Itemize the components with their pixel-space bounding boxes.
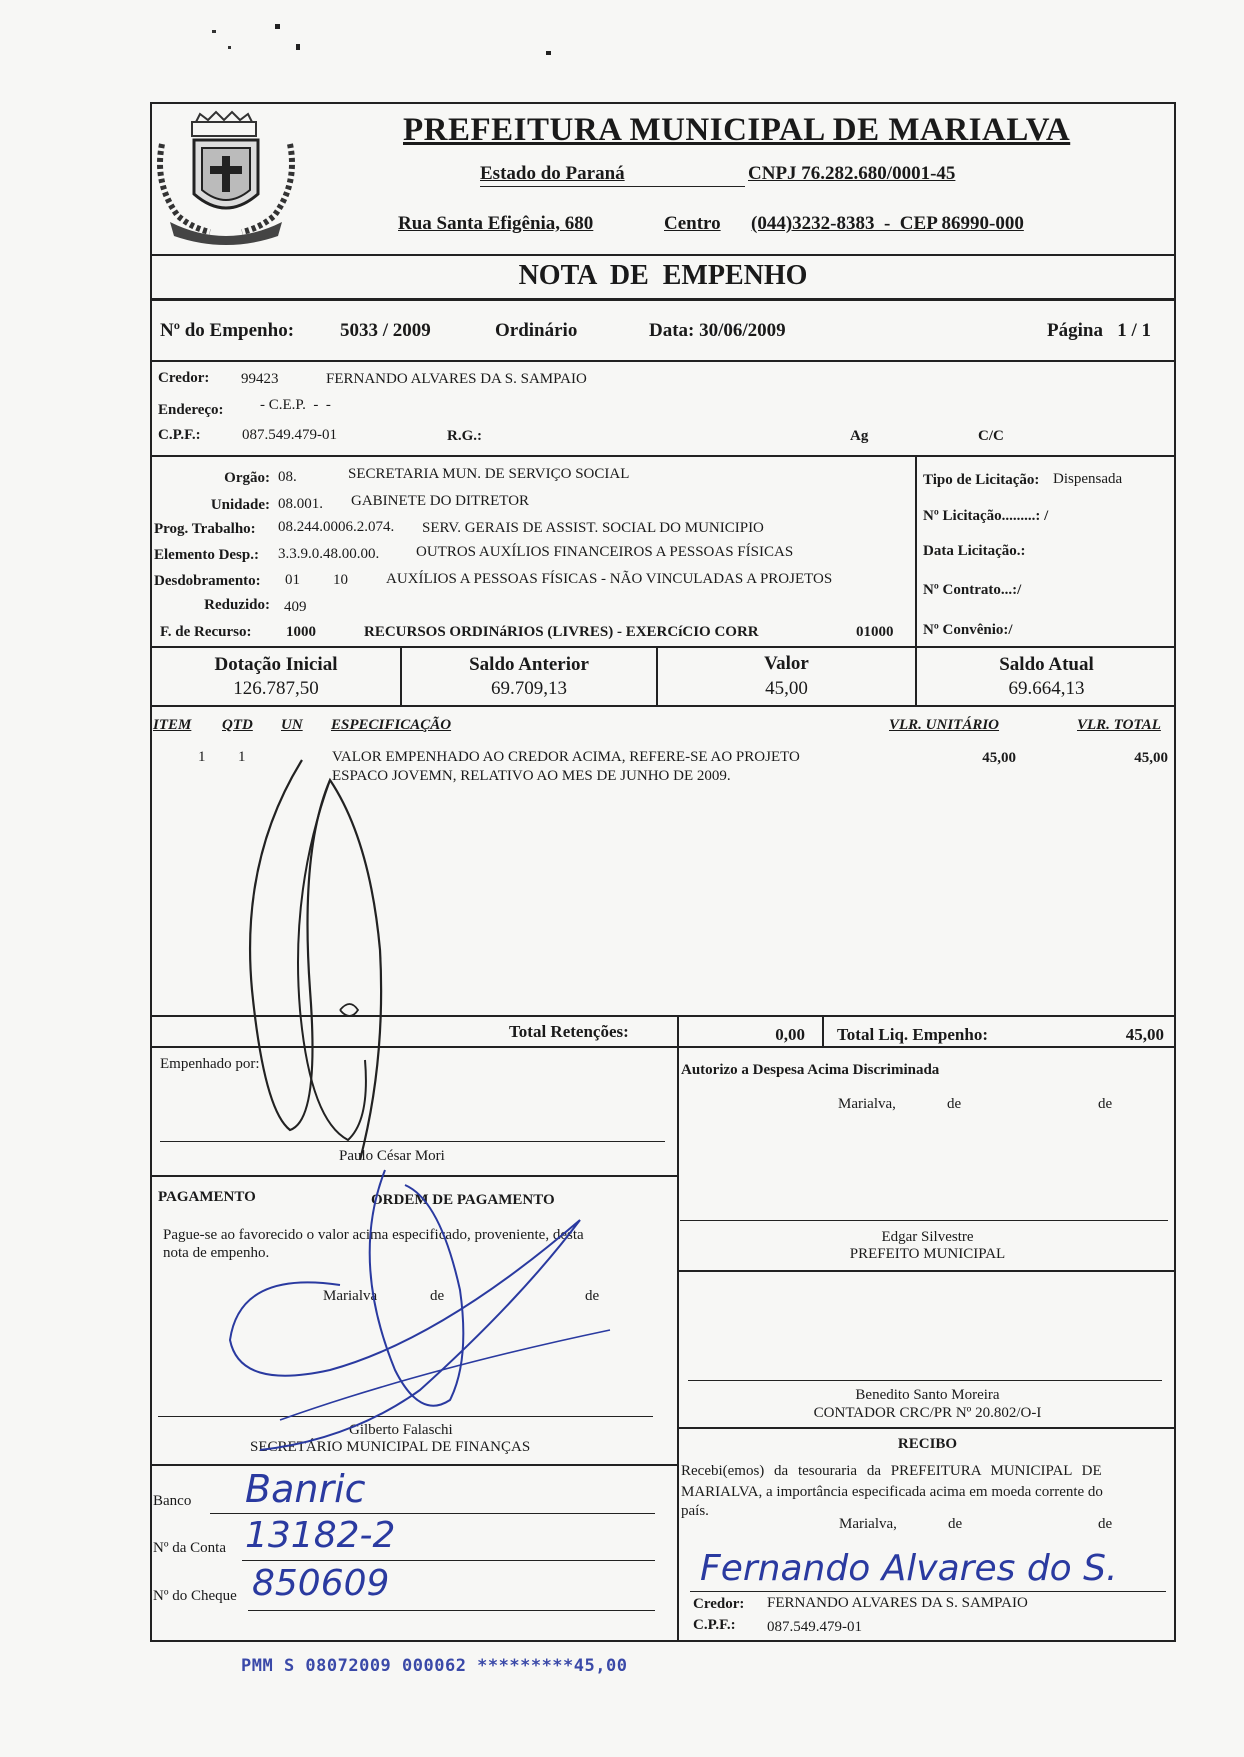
- pagamento-label: PAGAMENTO: [158, 1189, 256, 1205]
- orgao-name: SECRETARIA MUN. DE SERVIÇO SOCIAL: [348, 466, 630, 482]
- credor-code: 99423: [241, 371, 279, 387]
- col-unit-value: VLR. UNITÁRIO: [889, 717, 1000, 733]
- banco-handwritten: Banric: [245, 1467, 366, 1511]
- address: Rua Santa Efigênia, 680: [398, 213, 594, 234]
- saldo-anterior-value: 69.709,13: [491, 678, 567, 699]
- recibo-credor-name: FERNANDO ALVARES DA S. SAMPAIO: [767, 1595, 1028, 1611]
- divider: [677, 1427, 1176, 1429]
- signature-line: [690, 1591, 1166, 1592]
- unidade-name: GABINETE DO DITRETOR: [351, 493, 530, 509]
- item-spec-line2: ESPACO JOVEMN, RELATIVO AO MES DE JUNHO DE 2009.: [332, 768, 731, 784]
- item-total-value: 45,00: [1134, 750, 1168, 766]
- licitacao-number: Nº Licitação.........: /: [923, 508, 1049, 524]
- fonte-code: 1000: [286, 624, 316, 640]
- unidade-code: 08.001.: [278, 496, 323, 512]
- black-pen-signature: [230, 740, 460, 1160]
- recibo-title: RECIBO: [897, 1436, 958, 1452]
- desdobramento-code2: 10: [333, 572, 348, 588]
- elemento-name: OUTROS AUXÍLIOS FINANCEIROS A PESSOAS FÍSICAS: [416, 544, 794, 560]
- banco-line: [210, 1513, 655, 1514]
- recibo-city: Marialva,: [839, 1516, 897, 1532]
- valor-label: Valor: [764, 653, 809, 674]
- desdobramento-label: Desdobramento:: [154, 573, 261, 589]
- empenho-type: Ordinário: [495, 320, 578, 341]
- ordem-pagamento-label: ORDEM DE PAGAMENTO: [371, 1192, 555, 1208]
- pagamento-city: Marialva: [323, 1288, 378, 1304]
- prog-code: 08.244.0006.2.074.: [278, 519, 395, 535]
- divider: [822, 1015, 824, 1046]
- fonte-label: F. de Recurso:: [160, 624, 252, 640]
- state-underline: [480, 186, 745, 187]
- blue-pen-signature: [220, 1160, 640, 1460]
- phone-cep: (044)3232-8383 - CEP 86990-000: [751, 213, 1024, 234]
- saldo-atual-label: Saldo Atual: [999, 654, 1094, 675]
- pagamento-text-line1: Pague-se ao favorecido o valor acima especificado, proveniente, desta: [163, 1227, 584, 1243]
- cc-label: C/C: [978, 428, 1004, 444]
- recibo-cpf-label: C.P.F.:: [693, 1617, 736, 1633]
- unidade-label: Unidade:: [210, 497, 270, 513]
- cnpj: CNPJ 76.282.680/0001-45: [748, 163, 956, 184]
- empenhado-por-name: Paulo César Mori: [339, 1148, 445, 1164]
- orgao-code: 08.: [278, 469, 297, 485]
- divider: [677, 1046, 679, 1640]
- liquid-empenho-value: 45,00: [1125, 1025, 1164, 1044]
- saldo-anterior-label: Saldo Anterior: [469, 654, 589, 675]
- recibo-text-line1: Recebi(emos) da tesouraria da PREFEITURA MUNICIPAL DE: [681, 1463, 1102, 1479]
- pagamento-text-line2: nota de empenho.: [163, 1245, 270, 1261]
- recibo-de1: de: [948, 1516, 963, 1532]
- contrato-number: Nº Contrato...:/: [923, 582, 1022, 598]
- item-qtd: 1: [238, 749, 246, 765]
- contador-name: Benedito Santo Moreira: [855, 1387, 1000, 1403]
- divider: [150, 1464, 677, 1466]
- empenho-number: 5033 / 2009: [340, 320, 431, 341]
- prog-label: Prog. Trabalho:: [154, 521, 256, 537]
- divider: [150, 298, 1176, 301]
- col-qtd: QTD: [222, 717, 253, 733]
- col-item: ITEM: [153, 717, 192, 733]
- municipality-title: PREFEITURA MUNICIPAL DE MARIALVA: [403, 112, 1071, 148]
- coat-of-arms-logo: [152, 104, 300, 254]
- pagamento-de2: de: [585, 1288, 600, 1304]
- recibo-credor-label: Credor:: [693, 1596, 745, 1612]
- scan-speck: [546, 51, 551, 55]
- valor-value: 45,00: [765, 678, 808, 699]
- district: Centro: [664, 213, 721, 234]
- pagamento-de1: de: [430, 1288, 445, 1304]
- retencoes-value: 0,00: [775, 1025, 805, 1044]
- secretario-name: Gilberto Falaschi: [349, 1422, 453, 1438]
- fonte-name: RECURSOS ORDINáRIOS (LIVRES) - EXERCíCIO CORR: [364, 624, 759, 640]
- credor-signature: Fernando Alvares do S.: [700, 1548, 1118, 1589]
- dotacao-value: 126.787,50: [233, 678, 319, 699]
- convenio-number: Nº Convênio:/: [923, 622, 1013, 638]
- state-name: Estado do Paraná: [480, 163, 625, 184]
- col-un: UN: [281, 717, 303, 733]
- reduzido-label: Reduzido:: [204, 597, 270, 613]
- desdobramento-code1: 01: [285, 572, 300, 588]
- contador-role: CONTADOR CRC/PR Nº 20.802/O-I: [813, 1405, 1042, 1421]
- secretario-role: SECRETÁRIO MUNICIPAL DE FINANÇAS: [250, 1439, 531, 1455]
- signature-line: [680, 1220, 1168, 1221]
- reduzido-value: 409: [284, 599, 307, 615]
- elemento-label: Elemento Desp.:: [154, 547, 259, 563]
- scan-speck: [296, 44, 300, 50]
- rg-label: R.G.:: [447, 428, 482, 444]
- cpf-label: C.P.F.:: [158, 427, 201, 443]
- desdobramento-name: AUXÍLIOS A PESSOAS FÍSICAS - NÃO VINCULADAS A PROJETOS: [386, 571, 833, 587]
- page-number: Página 1 / 1: [1047, 320, 1151, 341]
- licitacao-type-label: Tipo de Licitação:: [923, 472, 1040, 488]
- item-unit-value: 45,00: [982, 750, 1016, 766]
- conta-line: [242, 1560, 655, 1561]
- signature-line: [688, 1380, 1162, 1381]
- empenhado-por-label: Empenhado por:: [160, 1056, 260, 1072]
- conta-label: Nº da Conta: [153, 1540, 226, 1556]
- col-spec: ESPECIFICAÇÃO: [331, 717, 452, 733]
- divider: [677, 1270, 1176, 1272]
- divider: [150, 455, 1176, 457]
- cheque-handwritten: 850609: [252, 1563, 390, 1604]
- address-label: Endereço:: [158, 402, 224, 418]
- cheque-label: Nº do Cheque: [153, 1588, 237, 1604]
- divider: [677, 1015, 679, 1046]
- orgao-label: Orgão:: [224, 470, 270, 486]
- credor-label: Credor:: [158, 370, 210, 386]
- scan-speck: [275, 24, 280, 29]
- cpf-value: 087.549.479-01: [242, 427, 337, 443]
- recibo-cpf-value: 087.549.479-01: [767, 1619, 862, 1635]
- cheque-line: [248, 1610, 655, 1611]
- empenho-date: Data: 30/06/2009: [649, 320, 786, 341]
- licitacao-date: Data Licitação.:: [923, 543, 1026, 559]
- autorizo-label: Autorizo a Despesa Acima Discriminada: [681, 1062, 940, 1078]
- col-total-value: VLR. TOTAL: [1077, 717, 1161, 733]
- recibo-text-line2: MARIALVA, a importância especificada acima em moeda corrente do: [681, 1484, 1103, 1500]
- empenho-number-label: Nº do Empenho:: [160, 320, 295, 341]
- credor-name: FERNANDO ALVARES DA S. SAMPAIO: [326, 371, 587, 387]
- recibo-text-line3: país.: [681, 1503, 709, 1519]
- item-spec-line1: VALOR EMPENHADO AO CREDOR ACIMA, REFERE-SE AO PROJETO: [332, 749, 800, 765]
- divider: [150, 646, 1176, 648]
- divider: [915, 455, 917, 647]
- saldo-atual-value: 69.664,13: [1008, 678, 1085, 699]
- document-title: NOTA DE EMPENHO: [518, 260, 808, 291]
- autorizo-de2: de: [1098, 1096, 1113, 1112]
- address-value: - C.E.P. - -: [260, 397, 331, 413]
- prefeito-name: Edgar Silvestre: [881, 1229, 974, 1245]
- conta-handwritten: 13182-2: [245, 1515, 396, 1556]
- autorizo-de1: de: [947, 1096, 962, 1112]
- prog-name: SERV. GERAIS DE ASSIST. SOCIAL DO MUNICIPIO: [422, 520, 764, 536]
- fonte-code2: 01000: [856, 624, 894, 640]
- recibo-de2: de: [1098, 1516, 1113, 1532]
- ag-label: Ag: [850, 428, 869, 444]
- divider: [150, 705, 1176, 707]
- elemento-code: 3.3.9.0.48.00.00.: [278, 546, 380, 562]
- scan-speck: [228, 46, 231, 49]
- liquid-empenho-label: Total Liq. Empenho:: [837, 1025, 988, 1044]
- divider: [150, 360, 1176, 362]
- item-number: 1: [198, 749, 206, 765]
- banco-label: Banco: [153, 1493, 192, 1509]
- payment-stamp: PMM S 08072009 000062 *********45,00: [241, 1656, 628, 1676]
- autorizo-city: Marialva,: [838, 1096, 896, 1112]
- retencoes-label: Total Retenções:: [509, 1022, 629, 1041]
- divider: [150, 254, 1176, 256]
- prefeito-role: PREFEITO MUNICIPAL: [849, 1246, 1006, 1262]
- scan-speck: [212, 30, 216, 33]
- dotacao-label: Dotação Inicial: [214, 654, 338, 675]
- licitacao-type-value: Dispensada: [1053, 471, 1123, 487]
